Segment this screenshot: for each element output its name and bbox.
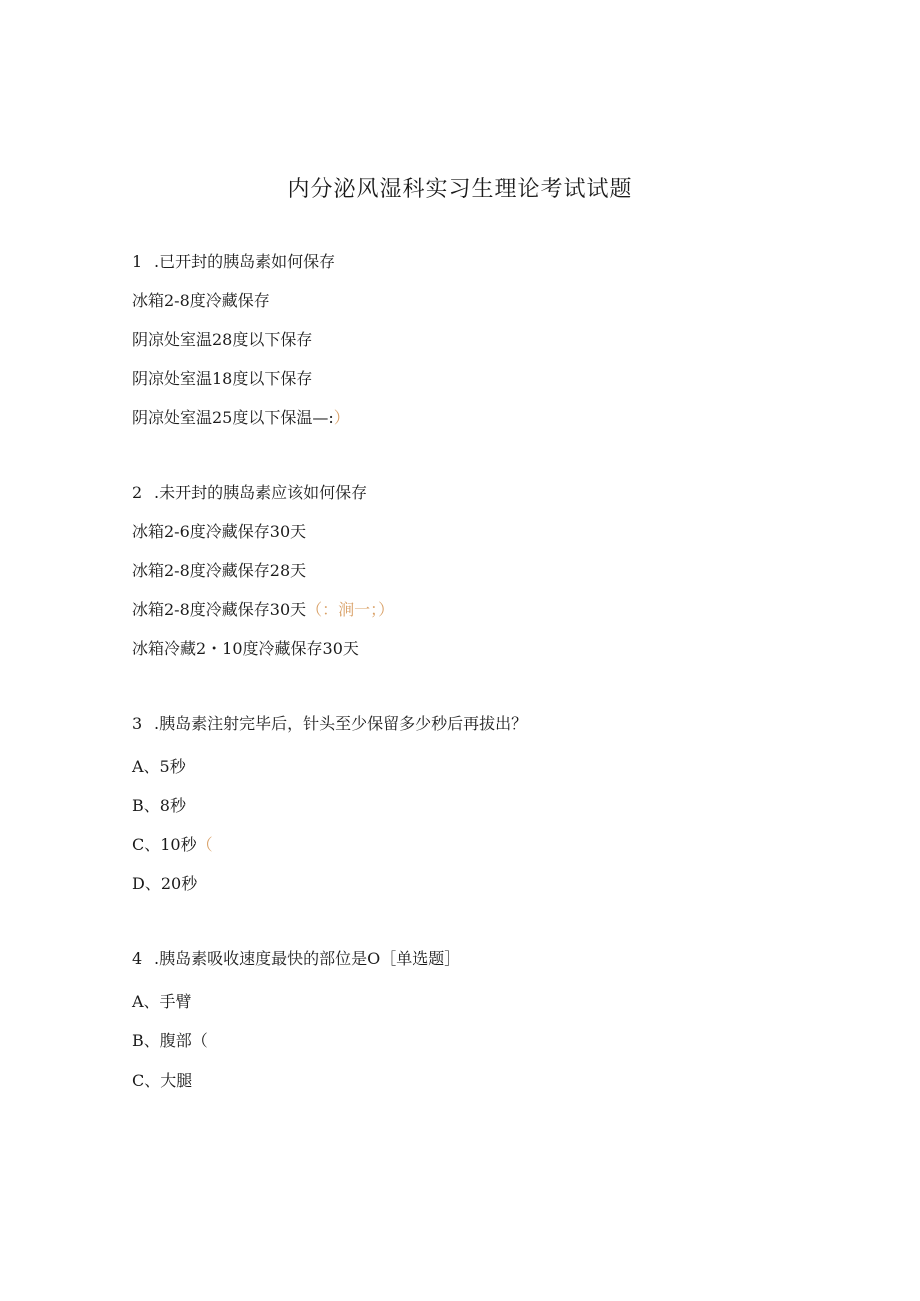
question-3 — [132, 713, 527, 735]
question-text: .已开封的胰岛素如何保存 — [154, 252, 336, 271]
option-line — [132, 521, 306, 543]
option-text: A、5秒 — [132, 757, 186, 776]
option-line — [132, 638, 359, 660]
question-text: .胰岛素吸收速度最快的部位是O［单选题］ — [154, 949, 461, 968]
option-line — [132, 795, 186, 817]
option-line — [132, 991, 192, 1013]
option-line — [132, 290, 270, 312]
option-text: C、大腿 — [132, 1071, 193, 1090]
question-2 — [132, 482, 367, 504]
option-text: 冰箱2-8度冷藏保存28天 — [132, 561, 307, 580]
option-text: B、8秒 — [132, 796, 186, 815]
option-text: B、腹部（ — [132, 1031, 208, 1050]
option-text: C、10秒 — [132, 835, 197, 854]
option-line — [132, 560, 306, 582]
question-4 — [132, 948, 460, 970]
option-line — [132, 599, 394, 621]
question-text: .胰岛素注射完毕后，针头至少保留多少秒后再拔出？ — [154, 714, 528, 733]
document-title: 内分泌风湿科实习生理论考试试题 — [287, 177, 633, 202]
answer-mark: （：涧一；） — [306, 600, 395, 619]
option-line — [132, 368, 312, 390]
question-text: .未开封的胰岛素应该如何保存 — [154, 483, 368, 502]
option-line — [132, 756, 186, 778]
option-line — [132, 834, 213, 856]
question-number: 4 — [132, 949, 143, 968]
question-number: 1 — [132, 252, 143, 271]
answer-mark: ） — [333, 408, 350, 427]
option-text: D、20秒 — [132, 874, 198, 893]
option-text: 阴凉处室温25度以下保温—: — [132, 408, 334, 427]
option-text: A、手臂 — [132, 992, 192, 1011]
option-text: 冰箱冷藏2・10度冷藏保存30天 — [132, 639, 359, 658]
option-text: 阴凉处室温18度以下保存 — [132, 369, 313, 388]
question-number: 2 — [132, 483, 143, 502]
option-line — [132, 873, 197, 895]
option-text: 冰箱2-8度冷藏保存 — [132, 291, 270, 310]
option-text: 冰箱2-8度冷藏保存30天 — [132, 600, 307, 619]
answer-mark: （ — [196, 835, 213, 854]
option-text: 冰箱2-6度冷藏保存30天 — [132, 522, 307, 541]
question-1 — [132, 251, 335, 273]
option-text: 阴凉处室温28度以下保存 — [132, 330, 313, 349]
option-line — [132, 407, 350, 429]
option-line — [132, 329, 312, 351]
option-line — [132, 1030, 208, 1052]
question-number: 3 — [132, 714, 143, 733]
option-line — [132, 1070, 192, 1092]
